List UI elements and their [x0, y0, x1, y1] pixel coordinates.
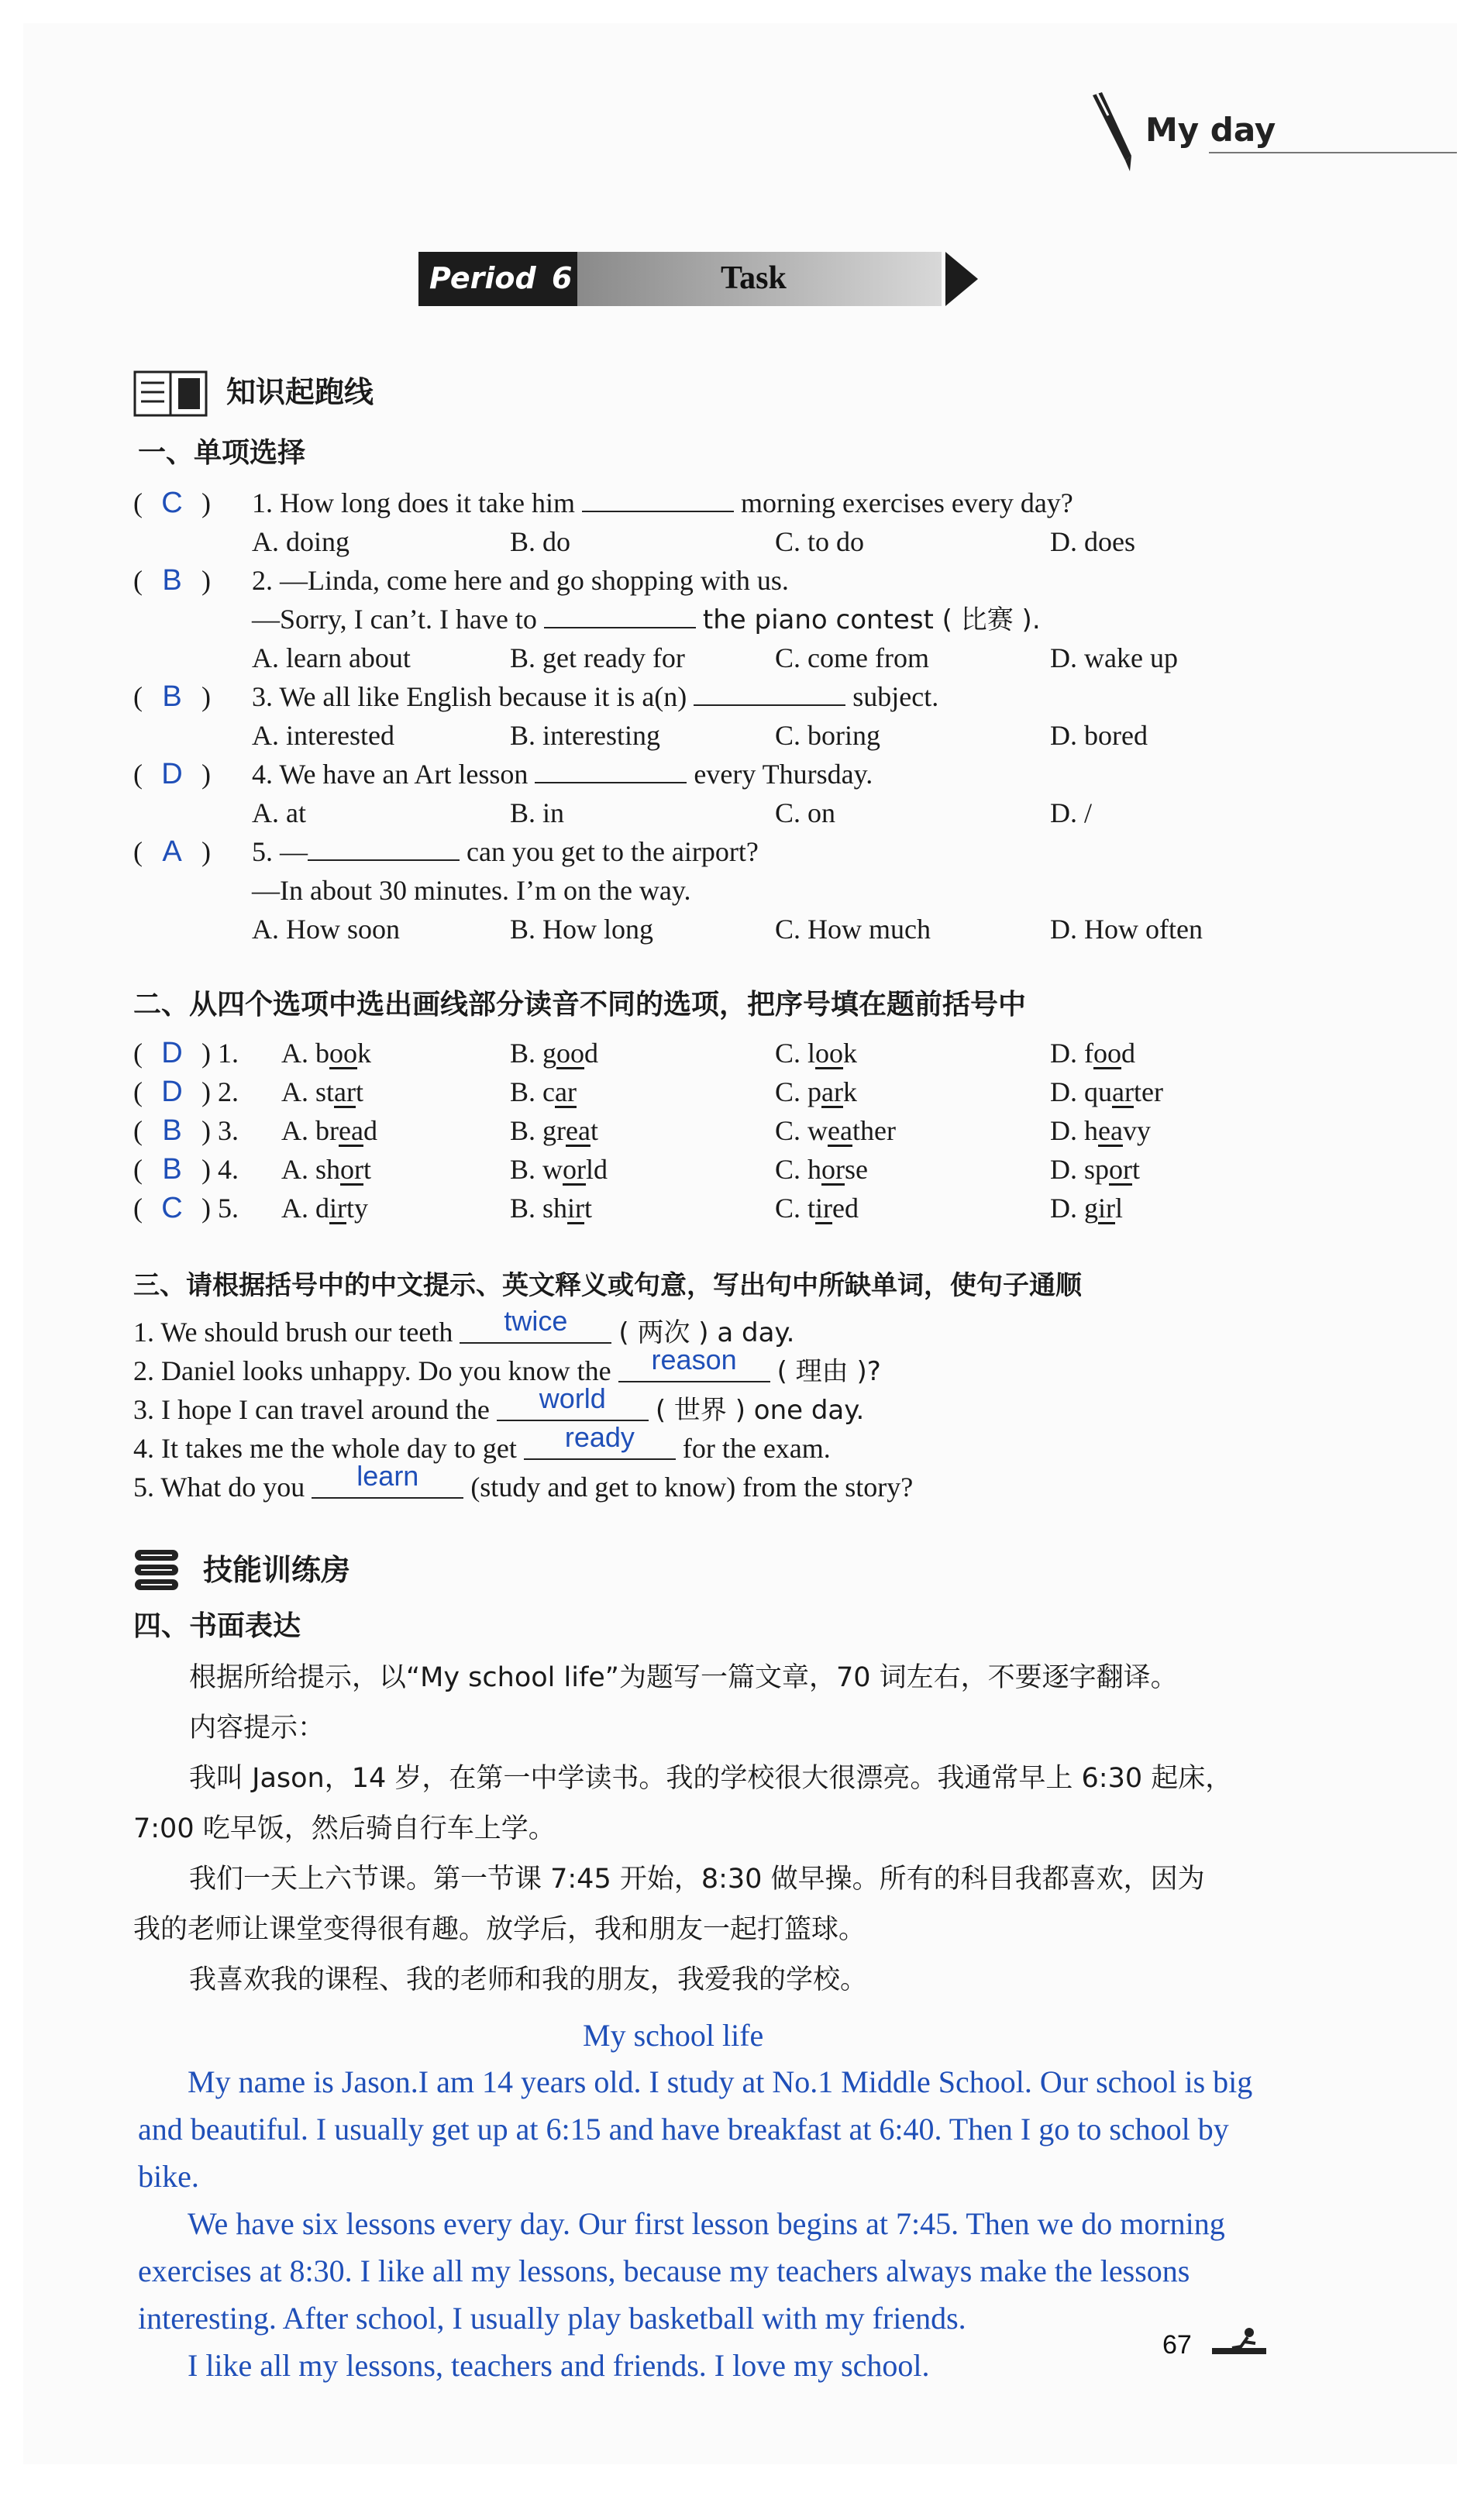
period-banner: [418, 252, 953, 306]
p3-item-1: 1. We should brush our teeth twice ( 两次 ) a day.: [133, 1305, 795, 1348]
stacked-books-icon: [133, 1548, 181, 1592]
p2-row-1-option-b: B. good: [510, 1038, 599, 1069]
q3-opt-b: B. interesting: [510, 720, 660, 751]
p3-answer-5: learn: [356, 1460, 419, 1492]
essay-line-6: interesting. After school, I usually play basketball with my friends.: [138, 2301, 966, 2336]
q1-answer: C: [161, 487, 183, 519]
p2-answer: D: [161, 1037, 183, 1069]
q2-opt-d: D. wake up: [1050, 642, 1178, 673]
period-number: 6: [552, 261, 573, 295]
q2-opt-b: B. get ready for: [510, 642, 685, 673]
q2-bracket: ( B ): [133, 561, 211, 600]
page-number: 67: [1162, 2330, 1192, 2360]
runner-icon: [1209, 2325, 1271, 2363]
q2-opt-c: C. come from: [775, 642, 929, 673]
q2-answer: B: [162, 564, 182, 597]
header-rule: [1209, 152, 1457, 153]
hint-p2-line1: 我们一天上六节课。第一节课 7:45 开始，8:30 做早操。所有的科目我都喜欢，因为: [189, 1864, 1205, 1895]
q1-opt-a: A. doing: [252, 526, 349, 557]
p3-item-3: 3. I hope I can travel around the world ( 世界 ) one day.: [133, 1382, 865, 1426]
period-name: Task: [721, 260, 787, 296]
p2-answer: C: [161, 1192, 183, 1224]
q4-opt-c: C. on: [775, 797, 836, 828]
q2-text: 2. —Linda, come here and go shopping with us.: [252, 565, 789, 596]
p2-row-3-option-a: A. bread: [281, 1115, 377, 1146]
q5-text: 5. — can you get to the airport?: [252, 836, 759, 867]
q5-text-line2: —In about 30 minutes. I’m on the way.: [252, 875, 691, 906]
essay-line-7: I like all my lessons, teachers and friends. I love my school.: [188, 2348, 930, 2383]
p3-item-2: 2. Daniel looks unhappy. Do you know the reason ( 理由 )?: [133, 1344, 881, 1387]
p2-row-1-bracket: ( D ) 1.: [133, 1034, 239, 1072]
p2-row-5-option-a: A. dirty: [281, 1193, 369, 1224]
essay-line-3: bike.: [138, 2159, 199, 2194]
p2-answer: B: [162, 1114, 182, 1147]
q4-answer: D: [161, 758, 183, 790]
q5-bracket: ( A ): [133, 832, 211, 871]
p2-row-1-option-c: C. look: [775, 1038, 858, 1069]
hint-p3: 我喜欢我的课程、我的老师和我的朋友，我爱我的学校。: [189, 1964, 868, 1995]
q4-opt-d: D. /: [1050, 797, 1092, 828]
q5-opt-a: A. How soon: [252, 914, 401, 945]
p3-item-4: 4. It takes me the whole day to get ready for the exam.: [133, 1421, 831, 1464]
p3-answer-1: twice: [504, 1305, 568, 1337]
p2-row-4-option-b: B. world: [510, 1154, 608, 1185]
part4-hint-label: 内容提示：: [189, 1713, 325, 1744]
q3-answer: B: [162, 680, 182, 713]
section1-title: 知识起跑线: [226, 375, 374, 409]
q3-text: 3. We all like English because it is a(n) subject.: [252, 681, 939, 712]
p2-row-4-option-a: A. short: [281, 1154, 372, 1185]
part3-title: 三、请根据括号中的中文提示、英文释义或句意，写出句中所缺单词，使句子通顺: [133, 1270, 1082, 1301]
p2-row-5-option-c: C. tired: [775, 1193, 859, 1224]
part2-title: 二、从四个选项中选出画线部分读音不同的选项，把序号填在题前括号中: [133, 989, 1027, 1021]
q5-opt-b: B. How long: [510, 914, 654, 945]
p2-row-3-option-d: D. heavy: [1050, 1115, 1151, 1146]
q3-bracket: ( B ): [133, 677, 211, 716]
p2-row-5-option-d: D. girl: [1050, 1193, 1124, 1224]
section2-title: 技能训练房: [203, 1553, 351, 1587]
p2-row-5-bracket: ( C ) 5.: [133, 1189, 239, 1227]
q1-opt-c: C. to do: [775, 526, 865, 557]
essay-line-1: My name is Jason.I am 14 years old. I study at No.1 Middle School. Our school is big: [188, 2064, 1253, 2099]
p3-answer-4: ready: [564, 1421, 635, 1453]
p2-row-4-option-c: C. horse: [775, 1154, 869, 1185]
p3-answer-2: reason: [651, 1344, 737, 1375]
essay-line-4: We have six lessons every day. Our first lesson begins at 7:45. Then we do morning: [188, 2206, 1225, 2241]
q1-text: 1. How long does it take him morning exercises every day?: [252, 487, 1073, 518]
part1-title: 一、单项选择: [138, 437, 306, 469]
p2-row-4-bracket: ( B ) 4.: [133, 1150, 239, 1189]
p2-row-2-option-d: D. quarter: [1050, 1076, 1163, 1107]
q4-opt-a: A. at: [252, 797, 306, 828]
hint-p1-line2: 7:00 吃早饭，然后骑自行车上学。: [133, 1813, 556, 1844]
hint-p1-line1: 我叫 Jason，14 岁，在第一中学读书。我的学校很大很漂亮。我通常早上 6:30 起床，: [189, 1763, 1233, 1794]
p2-row-3-option-c: C. weather: [775, 1115, 896, 1146]
q2-text-line2: —Sorry, I can’t. I have to the piano contest ( 比赛 ).: [252, 604, 1041, 635]
q5-opt-d: D. How often: [1050, 914, 1203, 945]
q1-opt-d: D. does: [1050, 526, 1135, 557]
p2-row-2-bracket: ( D ) 2.: [133, 1072, 239, 1111]
p2-row-1-option-a: A. book: [281, 1038, 371, 1069]
pen-icon: [1085, 89, 1147, 174]
p2-answer: D: [161, 1076, 183, 1108]
header-title: My day: [1145, 111, 1276, 149]
essay-title: My school life: [583, 2018, 764, 2053]
p2-row-4-option-d: D. sport: [1050, 1154, 1141, 1185]
essay-line-2: and beautiful. I usually get up at 6:15 and have breakfast at 6:40. Then I go to school by: [138, 2112, 1229, 2147]
q1-bracket: ( C ): [133, 484, 211, 522]
p2-row-1-option-d: D. food: [1050, 1038, 1135, 1069]
p3-answer-3: world: [539, 1382, 606, 1414]
book-icon: [133, 370, 211, 418]
essay-line-5: exercises at 8:30. I like all my lessons, because my teachers always make the lessons: [138, 2253, 1190, 2288]
q2-opt-a: A. learn about: [252, 642, 411, 673]
p2-row-2-option-a: A. start: [281, 1076, 363, 1107]
part4-title: 四、书面表达: [133, 1610, 301, 1642]
part4-intro: 根据所给提示，以“My school life”为题写一篇文章，70 词左右，不要逐字翻译。: [189, 1662, 1178, 1693]
q3-opt-a: A. interested: [252, 720, 394, 751]
q1-opt-b: B. do: [510, 526, 571, 557]
period-label: Period: [429, 261, 536, 295]
p2-row-3-bracket: ( B ) 3.: [133, 1111, 239, 1150]
q4-opt-b: B. in: [510, 797, 565, 828]
q4-text: 4. We have an Art lesson every Thursday.: [252, 759, 873, 790]
p2-answer: B: [162, 1153, 182, 1186]
p2-row-2-option-c: C. park: [775, 1076, 857, 1107]
hint-p2-line2: 我的老师让课堂变得很有趣。放学后，我和朋友一起打篮球。: [133, 1914, 866, 1945]
q4-bracket: ( D ): [133, 755, 211, 794]
q3-opt-d: D. bored: [1050, 720, 1148, 751]
p2-row-3-option-b: B. great: [510, 1115, 598, 1146]
q5-answer: A: [162, 835, 182, 868]
p3-item-5: 5. What do you learn (study and get to know) from the story?: [133, 1460, 914, 1503]
q3-opt-c: C. boring: [775, 720, 881, 751]
q5-opt-c: C. How much: [775, 914, 931, 945]
p2-row-5-option-b: B. shirt: [510, 1193, 593, 1224]
p2-row-2-option-b: B. car: [510, 1076, 577, 1107]
